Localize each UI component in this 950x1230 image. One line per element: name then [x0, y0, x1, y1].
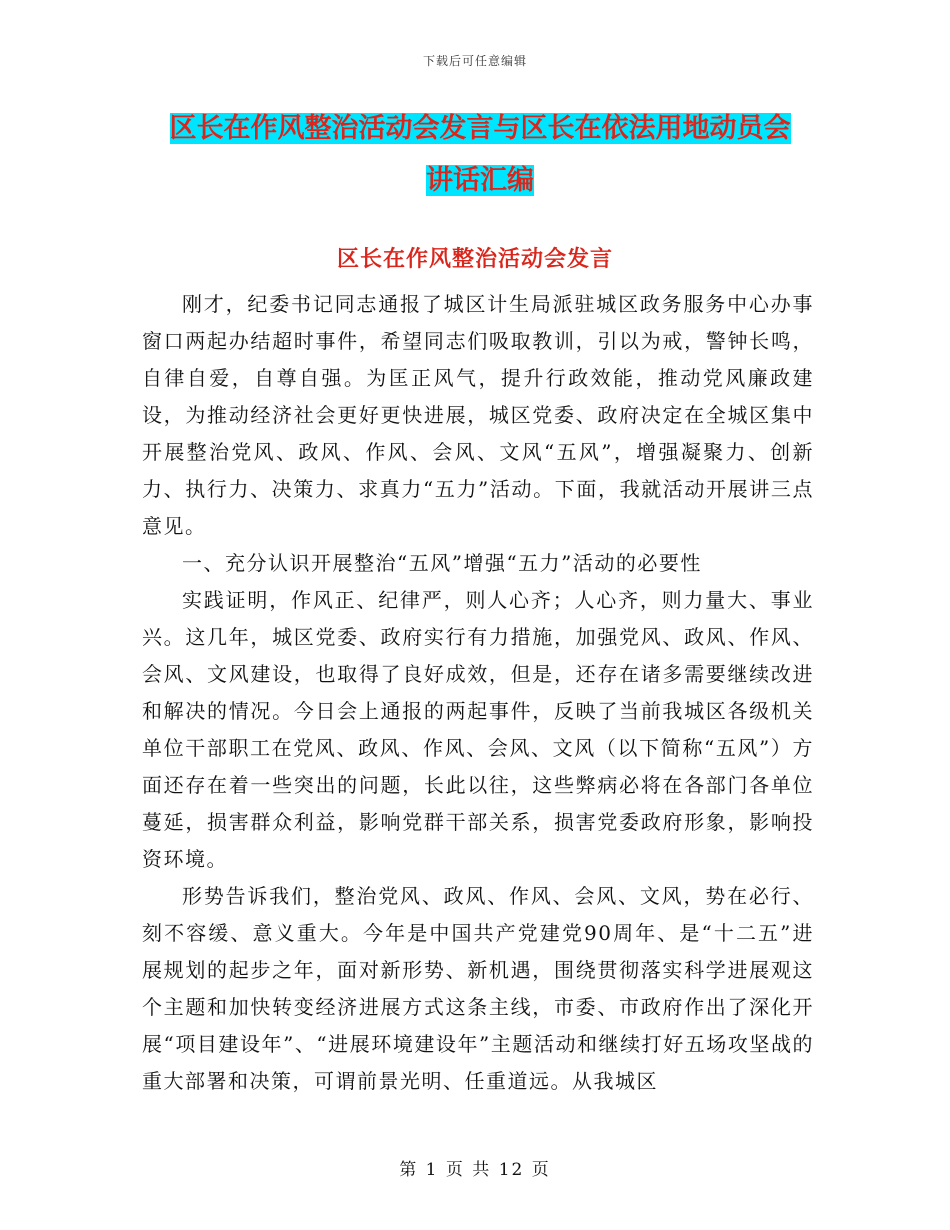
page-footer: 第 1 页 共 12 页 [399, 1160, 551, 1180]
section-title: 区长在作风整治活动会发言 [336, 247, 613, 272]
paragraph-heading: 一、充分认识开展整治“五风”增强“五力”活动的必要性 [182, 551, 702, 575]
paragraph: 形势告诉我们，整治党风、政风、作风、会风、文风，势在必行、刻不容缓、意义重大。今年是中国共产党建党90周年、是“十二五”进展规划的起步之年，面对新形势、新机遇，围绕贯彻落实科学进展观这个主题和加快转变经济进展方式这条主线，市委、市政府作出了深化开展“项目建设年”、“进展环境建设年”主题活动和继续打好五场攻坚战的重大部署和决策，可谓前景光明、任重道远。从我城区 [142, 884, 814, 1093]
paragraph: 刚才，纪委书记同志通报了城区计生局派驻城区政务服务中心办事窗口两起办结超时事件，希望同志们吸取教训，引以为戒，警钟长鸣，自律自爱，自尊自强。为匡正风气，提升行政效能，推动党风廉政建设，为推动经济社会更好更快进展，城区党委、政府决定在全城区集中开展整治党风、政风、作风、会风、文风“五风”，增强凝聚力、创新力、执行力、决策力、求真力“五力”活动。下面，我就活动开展讲三点意见。 [142, 292, 814, 538]
header-note: 下载后可任意编辑 [422, 54, 527, 68]
title-line-1: 区长在作风整治活动会发言与区长在依法用地动员会 [169, 113, 791, 144]
document-title [140, 103, 820, 207]
document-body [142, 286, 814, 1100]
title-line-2: 讲话汇编 [426, 165, 534, 196]
paragraph: 实践证明，作风正、纪律严，则人心齐；人心齐，则力量大、事业兴。这几年，城区党委、政府实行有力措施，加强党风、政风、作风、会风、文风建设，也取得了良好成效，但是，还存在诸多需要继续改进和解决的情况。今日会上通报的两起事件，反映了当前我城区各级机关单位干部职工在党风、政风、作风、会风、文风（以下简称“五风”）方面还存在着一些突出的问题，长此以往，这些弊病必将在各部门各单位蔓延，损害群众利益，影响党群干部关系，损害党委政府形象，影响投资环境。 [142, 588, 814, 871]
